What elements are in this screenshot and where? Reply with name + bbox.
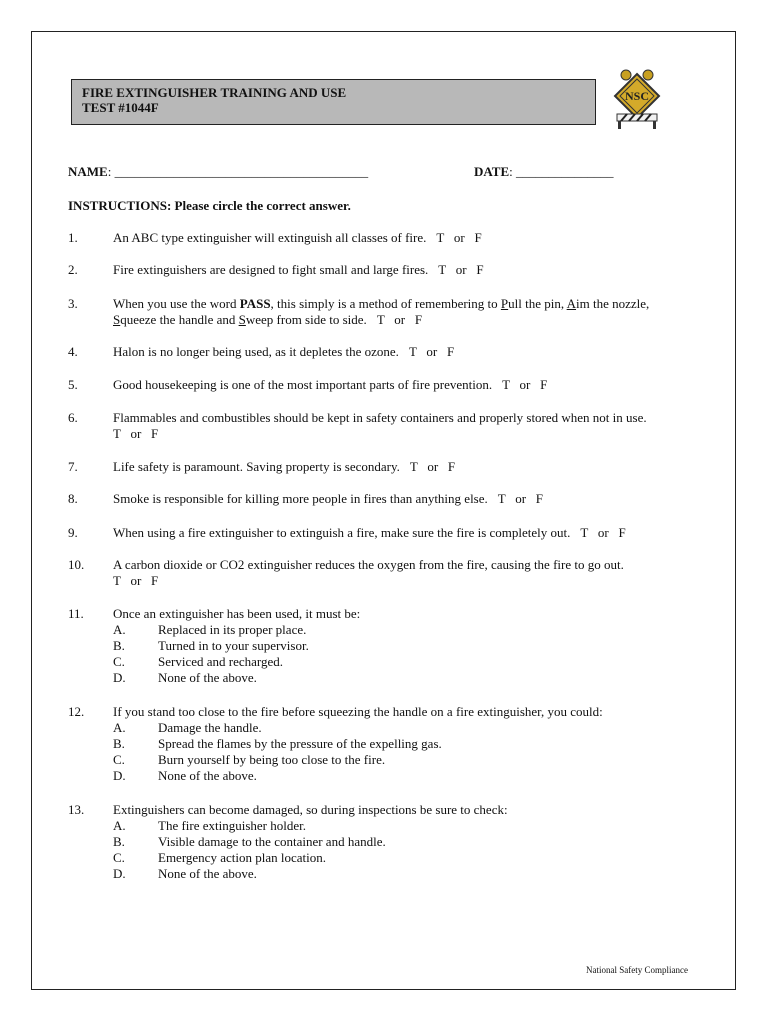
date-label: DATE [474,164,510,179]
answer-option-d[interactable] [113,866,508,882]
option-text: None of the above. [158,768,257,783]
sweep-letter: S [238,312,246,327]
answer-option-d[interactable] [113,670,360,686]
option-text: Spread the flames by the pressure of the expelling gas. [158,736,442,751]
question-number: 13. [68,802,85,817]
question-text: Halon is no longer being used, as it depletes the ozone. [113,344,399,359]
true-false-answer[interactable]: T or F [580,525,626,540]
name-label: NAME [68,164,108,179]
option-text: The fire extinguisher holder. [158,818,307,833]
option-text: Visible damage to the container and handle. [158,834,386,849]
option-letter: B. [113,638,125,653]
question-text-cont: , this simply is a method of remembering to [270,296,501,311]
answer-option-b[interactable] [113,638,360,654]
option-letter: C. [113,850,125,865]
squeeze-letter: S [113,312,121,327]
option-letter: C. [113,752,125,767]
name-field[interactable] [68,164,368,180]
title-box [71,79,596,125]
answer-option-d[interactable] [113,768,603,784]
answer-option-c[interactable] [113,752,603,768]
option-text: Damage the handle. [158,720,262,735]
test-number: TEST #1044F [82,100,159,115]
question-number: 11. [68,606,84,621]
option-letter: A. [113,622,126,637]
question-number: 12. [68,704,85,719]
option-text: Burn yourself by being too close to the fire. [158,752,386,767]
name-blank: : _______________________________________ [107,164,369,179]
footer-company: National Safety Compliance [586,965,688,975]
question-number: 4. [68,344,78,359]
true-false-answer[interactable]: T or F [376,312,423,327]
question-number: 6. [68,410,78,425]
squeeze-text: queeze the handle and [120,312,239,327]
answer-option-a[interactable] [113,720,603,736]
option-letter: D. [113,670,126,685]
question-number: 8. [68,491,78,506]
question-text: If you stand too close to the fire before squeezing the handle on a fire extinguisher, you could: [113,704,603,719]
answer-option-b[interactable] [113,736,603,752]
true-false-answer[interactable]: T or F [502,377,548,392]
question-text: Fire extinguishers are designed to fight small and large fires. [113,262,429,277]
question-number: 5. [68,377,78,392]
option-letter: B. [113,736,125,751]
pass-keyword: PASS [239,296,271,311]
option-text: Turned in to your supervisor. [158,638,309,653]
pull-text: ull the pin, [508,296,567,311]
question-text: Good housekeeping is one of the most important parts of fire prevention. [113,377,493,392]
question-number: 7. [68,459,78,474]
question-number: 2. [68,262,78,277]
question-text: When you use the word [113,296,240,311]
instructions: INSTRUCTIONS: Please circle the correct answer. [68,198,351,213]
question-text: An ABC type extinguisher will extinguish all classes of fire. [113,230,427,245]
option-letter: D. [113,866,126,881]
answer-option-a[interactable] [113,622,360,638]
aim-text: im the nozzle, [576,296,650,311]
answer-option-a[interactable] [113,818,508,834]
option-text: Serviced and recharged. [158,654,284,669]
option-text: Replaced in its proper place. [158,622,307,637]
true-false-answer[interactable]: T or F [436,230,482,245]
nsc-logo-icon [609,68,665,130]
true-false-answer[interactable]: T or F [438,262,484,277]
question-text: Flammables and combustibles should be kept in safety containers and properly stored when not in use. [113,410,647,425]
answer-option-b[interactable] [113,834,508,850]
true-false-answer[interactable]: T or F [408,344,455,359]
question-text: A carbon dioxide or CO2 extinguisher reduces the oxygen from the fire, causing the fire to go out. [113,557,624,572]
true-false-answer[interactable]: T or F [113,426,159,441]
question-text: When using a fire extinguisher to extinguish a fire, make sure the fire is completely out. [113,525,571,540]
option-letter: C. [113,654,125,669]
option-text: Emergency action plan location. [158,850,326,865]
question-text: Extinguishers can become damaged, so during inspections be sure to check: [113,802,508,817]
question-text: Once an extinguisher has been used, it must be: [113,606,361,621]
aim-letter: A [566,296,577,311]
question-text: Smoke is responsible for killing more people in fires than anything else. [113,491,488,506]
question-number: 10. [68,557,85,572]
question-number: 3. [68,296,78,311]
true-false-answer[interactable]: T or F [409,459,456,474]
date-blank: : _______________ [509,164,614,179]
option-text: None of the above. [158,866,257,881]
option-letter: D. [113,768,126,783]
question-number: 1. [68,230,78,245]
pull-letter: P [500,296,509,311]
answer-option-c[interactable] [113,654,360,670]
date-field[interactable] [474,164,614,180]
option-letter: B. [113,834,125,849]
logo-text: NSC [624,89,650,103]
true-false-answer[interactable]: T or F [113,573,159,588]
option-text: None of the above. [158,670,257,685]
question-text: Life safety is paramount. Saving property is secondary. [113,459,400,474]
question-number: 9. [68,525,78,540]
answer-option-c[interactable] [113,850,508,866]
test-title: FIRE EXTINGUISHER TRAINING AND USE [82,85,347,100]
sweep-text: weep from side to side. [245,312,367,327]
option-letter: A. [113,818,126,833]
option-letter: A. [113,720,126,735]
true-false-answer[interactable]: T or F [497,491,544,506]
